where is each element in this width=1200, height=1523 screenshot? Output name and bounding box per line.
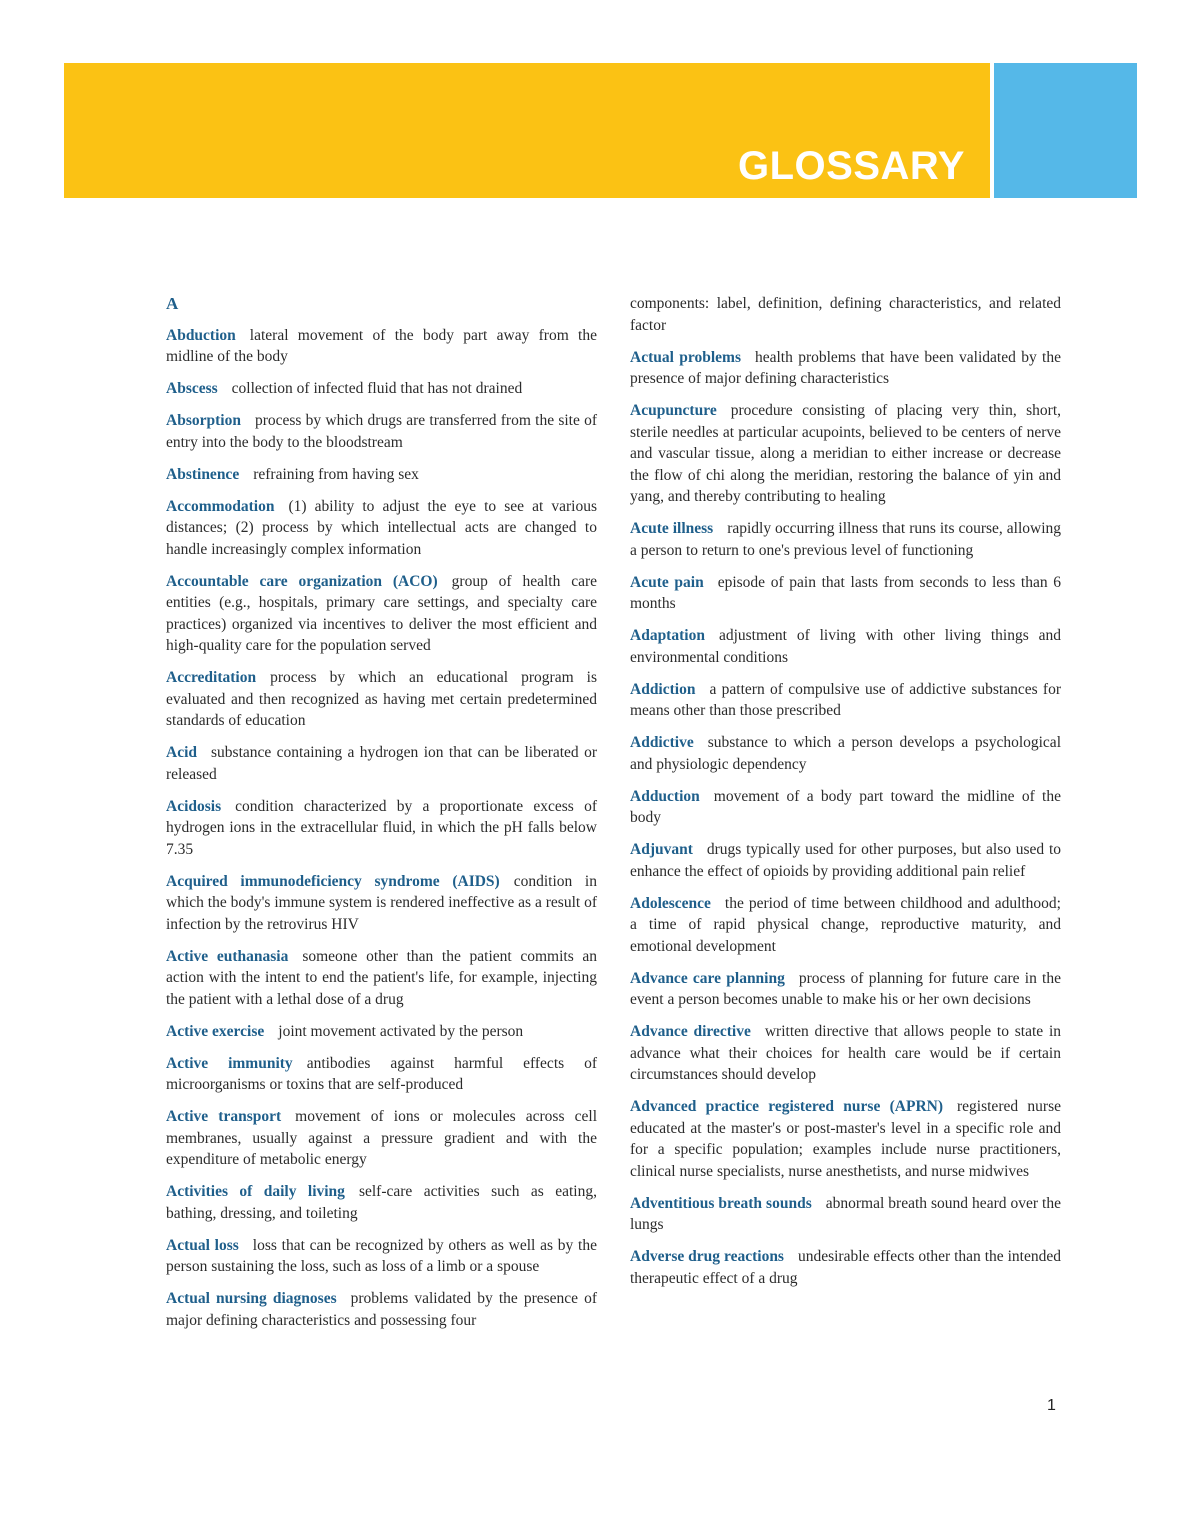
glossary-term: Activities of daily living	[166, 1183, 345, 1200]
glossary-term: Advance care planning	[630, 969, 785, 987]
glossary-term: Acidosis	[166, 797, 222, 815]
glossary-definition: lateral movement of the body part away from the midline of the body	[166, 326, 597, 365]
glossary-definition: substance to which a person develops a psychological and physiologic dependency	[630, 734, 1061, 773]
glossary-entry	[166, 667, 597, 732]
glossary-definition: the period of time between childhood and adulthood; a time of rapid physical change, reproductive maturity, and emotional development	[630, 894, 1061, 955]
glossary-term: Accreditation	[166, 669, 257, 686]
entry-continuation: components: label, definition, defining characteristics, and related factor	[630, 295, 1061, 334]
glossary-definition: drugs typically used for other purposes, but also used to enhance the effect of opioids by providing additional pain relief	[630, 841, 1061, 880]
glossary-term: Actual loss	[166, 1236, 239, 1254]
glossary-term: Advanced practice registered nurse (APRN)	[630, 1098, 943, 1115]
glossary-definition: someone other than the patient commits an action with the intent to end the patient's life, for example, injecting the patient with a lethal dose of a drug	[166, 947, 598, 1008]
glossary-definition: condition in which the body's immune system is rendered ineffective as a result of infection by the retrovirus HIV	[166, 872, 597, 933]
glossary-term: Acquired immunodeficiency syndrome (AIDS)	[166, 872, 500, 890]
glossary-entry	[166, 1235, 597, 1278]
glossary-definition: process by which drugs are transferred from the site of entry into the body to the bloodstream	[166, 412, 597, 451]
glossary-term: Accommodation	[166, 497, 275, 515]
glossary-term: Acid	[166, 744, 197, 761]
glossary-entry	[630, 732, 1061, 775]
glossary-entry	[166, 871, 597, 936]
glossary-entry	[630, 1096, 1061, 1182]
glossary-entry	[166, 1021, 597, 1043]
glossary-term: Acute pain	[630, 573, 704, 591]
glossary-definition: movement of a body part toward the midline of the body	[630, 787, 1061, 826]
glossary-entry	[630, 572, 1061, 615]
glossary-entry	[166, 1106, 597, 1171]
glossary-entry	[630, 347, 1061, 390]
glossary-entry	[630, 400, 1061, 508]
glossary-column-left	[166, 293, 597, 1342]
glossary-definition: procedure consisting of placing very thin, short, sterile needles at particular acupoints, believed to be centers of nerve and vascular tissue, along a meridian to either increase or decrease the flow of chi along the meridian, restoring the balance of yin and yang, and thereby contributing to healing	[630, 402, 1061, 505]
glossary-definition: undesirable effects other than the intended therapeutic effect of a drug	[630, 1248, 1061, 1287]
glossary-term: Abduction	[166, 326, 236, 344]
glossary-entry	[166, 742, 597, 785]
glossary-definition: registered nurse educated at the master's or post-master's level in a specific role and for a specific population; examples include nurse practitioners, clinical nurse specialists, nurse anesthetists, and nurse midwives	[630, 1098, 1061, 1180]
glossary-entry	[630, 1021, 1061, 1086]
glossary-definition: adjustment of living with other living things and environmental conditions	[630, 627, 1061, 666]
glossary-definition: a pattern of compulsive use of addictive substances for means other than those prescribed	[630, 680, 1061, 719]
glossary-term: Active immunity	[166, 1054, 293, 1072]
glossary-entry	[630, 786, 1061, 829]
glossary-definition: written directive that allows people to state in advance what their choices for health care would be if certain circumstances should develop	[630, 1023, 1061, 1083]
glossary-entry	[166, 946, 597, 1011]
glossary-term: Addictive	[630, 734, 694, 751]
glossary-definition: substance containing a hydrogen ion that can be liberated or released	[166, 744, 597, 783]
glossary-term: Acute illness	[630, 520, 714, 537]
page-number: 1	[1047, 1397, 1056, 1414]
glossary-definition: rapidly occurring illness that runs its course, allowing a person to return to one's previous level of functioning	[630, 520, 1061, 559]
glossary-entry	[630, 625, 1061, 668]
glossary-term: Active transport	[166, 1108, 282, 1125]
glossary-definition: problems validated by the presence of major defining characteristics and possessing four	[166, 1290, 598, 1329]
glossary-term: Adverse drug reactions	[630, 1248, 784, 1265]
glossary-term: Actual nursing diagnoses	[166, 1290, 337, 1307]
glossary-entry	[630, 518, 1061, 561]
glossary-definition: episode of pain that lasts from seconds to less than 6 months	[630, 573, 1061, 612]
glossary-term: Absorption	[166, 412, 241, 429]
glossary-definition: process by which an educational program is evaluated and then recognized as having met certain predetermined standards of education	[166, 669, 597, 729]
glossary-entry	[166, 1181, 597, 1224]
glossary-definition: refraining from having sex	[253, 465, 419, 483]
glossary-term: Advance directive	[630, 1023, 751, 1040]
glossary-column-right	[630, 293, 1061, 1300]
glossary-definition: group of health care entities (e.g., hospitals, primary care settings, and specialty care practices) organized via incentives to deliver the most efficient and high-quality care for the population served	[166, 572, 597, 654]
glossary-entry	[166, 796, 597, 861]
glossary-definition: collection of infected fluid that has not drained	[231, 380, 523, 397]
glossary-term: Active euthanasia	[166, 947, 289, 965]
glossary-term: Abscess	[166, 380, 218, 397]
glossary-entry	[630, 968, 1061, 1011]
glossary-entry	[630, 679, 1061, 722]
glossary-definition: (1) ability to adjust the eye to see at various distances; (2) process by which intellectual acts are changed to handle increasingly complex information	[166, 497, 597, 558]
glossary-term: Acupuncture	[630, 402, 717, 419]
glossary-definition: health problems that have been validated by the presence of major defining characteristics	[630, 348, 1061, 387]
glossary-term: Adventitious breath sounds	[630, 1194, 812, 1212]
glossary-entry	[630, 1193, 1061, 1236]
glossary-definition: antibodies against harmful effects of microorganisms or toxins that are self-produced	[166, 1054, 597, 1093]
entry-list-left	[166, 325, 597, 1332]
glossary-term: Accountable care organization (ACO)	[166, 572, 438, 590]
glossary-definition: joint movement activated by the person	[278, 1022, 524, 1040]
glossary-entry	[630, 893, 1061, 958]
glossary-definition: loss that can be recognized by others as well as by the person sustaining the loss, such as loss of a limb or a spouse	[166, 1236, 597, 1275]
glossary-term: Abstinence	[166, 465, 240, 483]
section-letter: A	[166, 294, 179, 313]
glossary-entry	[166, 464, 597, 486]
glossary-term: Adjuvant	[630, 841, 693, 858]
glossary-entry	[166, 496, 597, 561]
glossary-term: Adolescence	[630, 894, 711, 912]
glossary-entry	[630, 1246, 1061, 1289]
glossary-definition: condition characterized by a proportionate excess of hydrogen ions in the extracellular fluid, in which the pH falls below 7.35	[166, 797, 597, 858]
glossary-entry	[166, 1053, 597, 1096]
glossary-entry	[166, 410, 597, 453]
glossary-term: Active exercise	[166, 1022, 265, 1040]
glossary-entry	[166, 1288, 597, 1331]
glossary-entry	[166, 325, 597, 368]
glossary-term: Addiction	[630, 680, 696, 698]
glossary-term: Actual problems	[630, 348, 741, 366]
header-accent-block	[994, 63, 1137, 198]
glossary-definition: abnormal breath sound heard over the lungs	[630, 1194, 1061, 1233]
glossary-term: Adduction	[630, 787, 700, 805]
glossary-entry	[166, 378, 597, 400]
glossary-entry	[166, 571, 597, 657]
entry-list-right	[630, 347, 1061, 1290]
glossary-definition: self-care activities such as eating, bathing, dressing, and toileting	[166, 1183, 597, 1222]
glossary-definition: process of planning for future care in the event a person becomes unable to make his or her own decisions	[630, 969, 1061, 1008]
glossary-definition: movement of ions or molecules across cell membranes, usually against a pressure gradient and with the expenditure of metabolic energy	[166, 1108, 597, 1168]
glossary-entry	[630, 839, 1061, 882]
page-title: GLOSSARY	[738, 144, 965, 188]
glossary-term: Adaptation	[630, 627, 705, 644]
